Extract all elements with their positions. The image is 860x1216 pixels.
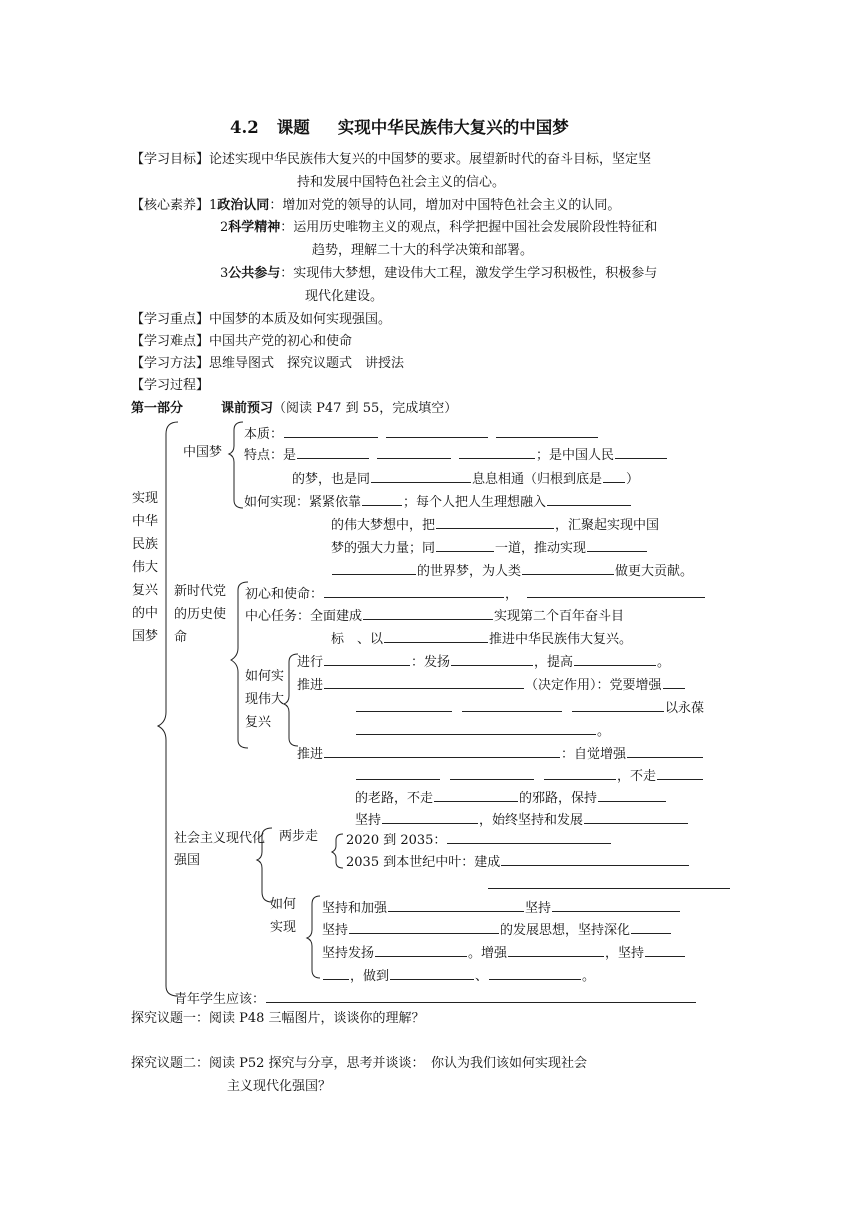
dream-how-text-e: 梦的强大力量；同	[331, 541, 436, 556]
dream-how-row	[244, 491, 632, 512]
goal-text-2: 持和发展中国特色社会主义的信心。	[297, 175, 506, 190]
blank[interactable]	[371, 468, 471, 483]
era-push-text-d: 。	[597, 724, 611, 739]
blank[interactable]	[377, 444, 451, 459]
step1-row	[346, 829, 612, 850]
blank[interactable]	[501, 851, 689, 866]
era-how-brace	[284, 654, 298, 746]
step2-row	[346, 851, 690, 872]
strong-label: 社会主义现代化强国	[174, 831, 266, 868]
era-origin-label: 初心和使命：	[245, 587, 324, 602]
key-tag: 【学习重点】	[131, 312, 210, 327]
blank[interactable]	[362, 491, 402, 506]
strong-text-c3: ，坚持	[605, 946, 645, 961]
blank[interactable]	[324, 743, 560, 758]
method-tag: 【学习方法】	[131, 356, 210, 371]
blank[interactable]	[451, 651, 533, 666]
blank[interactable]	[645, 942, 685, 957]
blank[interactable]	[390, 965, 474, 980]
era-task-label: 中心任务：全面建成	[245, 609, 363, 624]
era-push-row	[297, 674, 686, 695]
era-task-row-2	[331, 628, 632, 649]
steps-brace	[332, 834, 343, 868]
dream-how-text-c: 的伟大梦想中，把	[331, 518, 436, 533]
core1-num: 1	[209, 198, 218, 213]
blank[interactable]	[450, 765, 534, 780]
blank[interactable]	[436, 514, 554, 529]
part1-heading: 第一部分	[131, 401, 184, 416]
strong-text-d: ，做到	[350, 969, 390, 984]
youth-row	[174, 988, 697, 1009]
youth-label: 青年学生应该：	[174, 992, 266, 1007]
strong-row-4	[322, 965, 595, 986]
strong-how-brace	[307, 896, 320, 978]
era-push2-text-g: ，始终坚持和发展	[479, 813, 584, 828]
difficulty-tag: 【学习难点】	[131, 334, 210, 349]
topic-1: 探究议题一：阅读 P48 三幅图片，谈谈你的理解？	[131, 1011, 425, 1026]
blank[interactable]	[436, 537, 494, 552]
strong-row-1	[322, 897, 681, 918]
dream-features-text-c: 的梦，也是同	[292, 472, 371, 487]
dream-how-text-d: ，汇聚起实现中国	[555, 518, 660, 533]
core2-key: 科学精神	[228, 220, 281, 235]
blank[interactable]	[522, 560, 614, 575]
strong-text-c2: 。增强	[468, 946, 508, 961]
dream-features-text-b: ；是中国人民	[536, 448, 615, 463]
dream-essence-row	[244, 423, 599, 444]
dream-features-text-e: ）	[626, 472, 640, 487]
blank[interactable]	[547, 491, 631, 506]
dream-label: 中国梦	[183, 445, 223, 460]
dream-essence-label: 本质：	[244, 427, 284, 442]
core3-key: 公共参与	[228, 266, 281, 281]
era-push-row-3	[355, 720, 610, 741]
blank[interactable]	[356, 697, 452, 712]
core-tag: 【核心素养】	[131, 198, 210, 213]
dream-features-row-2	[292, 468, 639, 489]
blank[interactable]	[459, 444, 535, 459]
dream-how-row-2	[331, 514, 659, 535]
core3-num: 3	[220, 266, 229, 281]
blank[interactable]	[284, 423, 378, 438]
core1-key: 政治认同	[217, 198, 270, 213]
strong-how-label: 如何实现	[270, 897, 297, 935]
blank[interactable]	[447, 829, 611, 844]
blank[interactable]	[384, 628, 488, 643]
blank[interactable]	[544, 765, 616, 780]
era-task-text-b: 实现第二个百年奋斗目	[494, 609, 625, 624]
era-push2-text-c: ，不走	[617, 769, 657, 784]
era-carry-label: 进行	[297, 655, 324, 670]
blank[interactable]	[349, 919, 499, 934]
blank[interactable]	[489, 965, 581, 980]
blank[interactable]	[627, 743, 703, 758]
blank[interactable]	[363, 605, 493, 620]
lesson-number: 4.2	[230, 118, 259, 137]
blank[interactable]	[598, 787, 666, 802]
blank[interactable]	[324, 674, 524, 689]
strong-text-b2: 的发展思想，坚持深化	[500, 923, 631, 938]
era-origin-row	[245, 583, 706, 604]
goal-tag: 【学习目标】	[131, 152, 210, 167]
era-push2-text-f: 坚持	[355, 813, 382, 828]
blank[interactable]	[386, 423, 488, 438]
difficulty-text: 中国共产党的初心和使命	[209, 334, 353, 349]
core2-num: 2	[220, 220, 229, 235]
step1-label: 2020 到 2035：	[346, 833, 447, 848]
era-push2-row-3	[355, 787, 667, 808]
blank[interactable]	[527, 583, 705, 598]
core2-text-2: 趋势，理解二十大的科学决策和部署。	[312, 243, 534, 258]
blank[interactable]	[587, 537, 647, 552]
part1-note: （阅读 P47 到 55，完成填空）	[273, 401, 458, 416]
blank[interactable]	[388, 897, 524, 912]
era-carry-text-c: ，提高	[534, 655, 574, 670]
strong-row-3	[322, 942, 686, 963]
era-push2-text-d: 的老路，不走	[355, 791, 434, 806]
era-task-text-d: 推进中华民族伟大复兴。	[489, 632, 633, 647]
dream-features-text-d: 息息相通（归根到底是	[472, 472, 603, 487]
core3-text: ：实现伟大梦想，建设伟大工程，激发学生学习积极性，积极参与	[280, 266, 658, 281]
blank[interactable]	[552, 897, 680, 912]
blank[interactable]	[615, 444, 667, 459]
blank[interactable]	[375, 942, 467, 957]
core1-text: ：增加对党的领导的认同，增加对中国特色社会主义的认同。	[269, 198, 621, 213]
key-text: 中国梦的本质及如何实现强国。	[209, 312, 392, 327]
dream-how-row-4	[331, 560, 693, 581]
dream-features-row	[244, 444, 668, 465]
part1-sub: 课前预习	[221, 401, 274, 416]
blank[interactable]	[496, 423, 598, 438]
blank[interactable]	[332, 560, 416, 575]
blank[interactable]	[462, 697, 562, 712]
blank[interactable]	[434, 787, 518, 802]
era-task-text-c: 标 、以	[331, 632, 384, 647]
lesson-label: 课题	[276, 118, 310, 137]
blank[interactable]	[603, 468, 625, 483]
blank[interactable]	[574, 651, 656, 666]
dream-how-row-3	[331, 537, 648, 558]
era-push2-text-b: ：自觉增强	[561, 747, 627, 762]
era-origin-comma: ，	[505, 587, 519, 602]
dream-how-label: 如何实现：紧紧依靠	[244, 495, 362, 510]
lesson-title: 实现中华民族伟大复兴的中国梦	[337, 118, 569, 137]
root-label: 实现中华民族伟大复兴的中国梦	[132, 491, 159, 644]
blank[interactable]	[663, 674, 685, 689]
strong-text-d2: 、	[475, 969, 489, 984]
dream-how-text-h: 做更大贡献。	[615, 564, 694, 579]
strong-text-b: 坚持	[322, 923, 349, 938]
blank[interactable]	[584, 809, 688, 824]
core2-text: ：运用历史唯物主义的观点，科学把握中国社会发展阶段性特征和	[280, 220, 658, 235]
method-text: 思维导图式 探究议题式 讲授法	[209, 356, 405, 371]
strong-text-d3: 。	[582, 969, 596, 984]
process-tag: 【学习过程】	[131, 378, 210, 393]
blank[interactable]	[572, 697, 664, 712]
dream-how-text-b: ；每个人把人生理想融入	[403, 495, 547, 510]
era-push2-row-4	[355, 809, 689, 830]
era-carry-row	[297, 651, 670, 672]
strong-text-a2: 坚持	[525, 901, 552, 916]
era-push2-row-2	[355, 765, 704, 786]
blank[interactable]	[631, 919, 671, 934]
blank[interactable]	[266, 988, 696, 1003]
topic-2-line-1: 探究议题二：阅读 P52 探究与分享，思考并谈谈： 你认为我们该如何实现社会	[131, 1056, 588, 1071]
era-label: 新时代党的历史使命	[174, 584, 227, 645]
era-push2-label: 推进	[297, 747, 324, 762]
era-carry-text-b: ：发扬	[411, 655, 451, 670]
blank[interactable]	[323, 965, 349, 980]
blank[interactable]	[657, 765, 703, 780]
era-push-text-b: （决定作用）：党要增强	[525, 678, 662, 693]
topic-2-line-2: 主义现代化强国？	[227, 1079, 332, 1094]
era-how-label: 如何实现伟大复兴	[245, 669, 285, 730]
blank[interactable]	[324, 651, 410, 666]
era-push-text-c: 以永葆	[665, 701, 705, 716]
era-push2-text-e: 的邪路，保持	[519, 791, 598, 806]
blank[interactable]	[297, 444, 369, 459]
blank[interactable]	[382, 809, 478, 824]
era-push2-row	[297, 743, 704, 764]
blank[interactable]	[508, 942, 604, 957]
strong-row-2	[322, 919, 672, 940]
two-steps-label: 两步走	[279, 829, 319, 844]
dream-brace	[229, 422, 243, 508]
strong-text-a: 坚持和加强	[322, 901, 388, 916]
dream-how-text-f: 一道，推动实现	[495, 541, 587, 556]
blank[interactable]	[356, 765, 440, 780]
step2-label: 2035 到本世纪中叶：建成	[346, 855, 501, 870]
blank[interactable]	[324, 583, 504, 598]
dream-features-label: 特点：是	[244, 448, 297, 463]
era-push-label: 推进	[297, 678, 324, 693]
blank[interactable]	[356, 720, 596, 735]
core3-text-2: 现代化建设。	[305, 289, 384, 304]
strong-text-c: 坚持发扬	[322, 946, 375, 961]
step2-row-2	[487, 874, 731, 895]
dream-how-text-g: 的世界梦，为人类	[417, 564, 522, 579]
era-carry-text-d: 。	[657, 655, 671, 670]
blank[interactable]	[488, 874, 730, 889]
goal-text-1: 论述实现中华民族伟大复兴的中国梦的要求。展望新时代的奋斗目标，坚定坚	[209, 152, 652, 167]
era-task-row	[245, 605, 624, 626]
era-push-row-2	[355, 697, 704, 718]
